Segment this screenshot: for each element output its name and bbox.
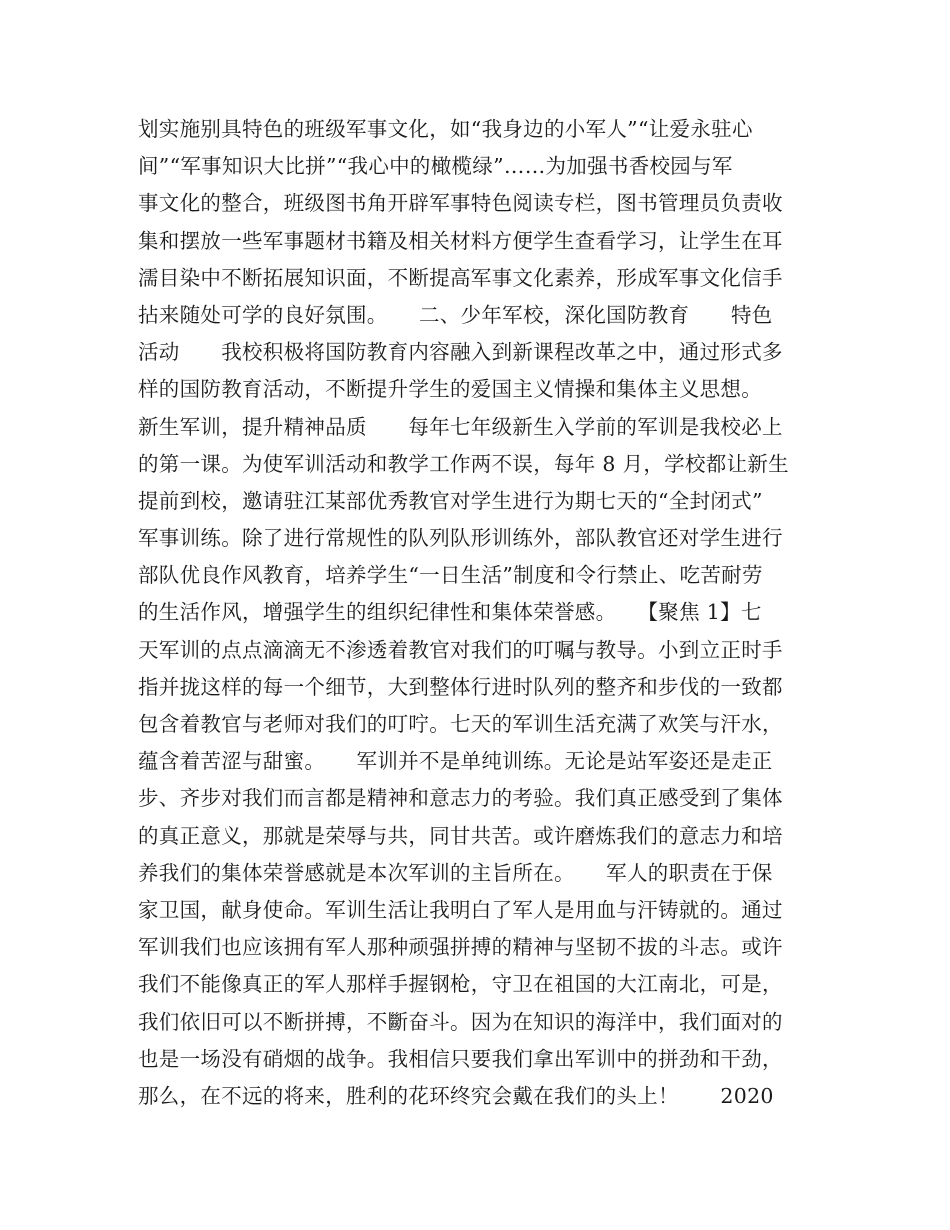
text-line: 活动 我校积极将国防教育内容融入到新课程改革之中，通过形式多 — [138, 340, 783, 365]
text-line: 部队优良作风教育，培养学生“一日生活”制度和令行禁止、吃苦耐劳 — [138, 563, 763, 588]
text-line: 事文化的整合，班级图书角开辟军事特色阅读专栏，图书管理员负责收 — [138, 191, 783, 216]
text-line: 军事训练。除了进行常规性的队列队形训练外，部队教官还对学生进行 — [138, 526, 783, 551]
text-line: 军训我们也应该拥有军人那种顽强拼搏的精神与坚韧不拔的斗志。或许 — [138, 935, 783, 960]
text-line: 间”“军事知识大比拼”“我心中的橄榄绿”……为加强书香校园与军 — [138, 154, 733, 179]
body-text — [138, 111, 818, 1115]
text-line: 我们依旧可以不断拼搏，不斷奋斗。因为在知识的海洋中，我们面对的 — [138, 1009, 783, 1034]
text-line: 拈来随处可学的良好氛围。 二、少年军校，深化国防教育 特色 — [138, 302, 773, 327]
text-line: 那么，在不远的将来，胜利的花环终究会戴在我们的头上！ 2020 — [138, 1083, 774, 1108]
text-line: 的生活作风，增强学生的组织纪律性和集体荣誉感。 【聚焦 1】七 — [138, 600, 762, 625]
text-line: 包含着教官与老师对我们的叮咛。七天的军训生活充满了欢笑与汗水， — [138, 712, 783, 736]
text-line: 指并拢这样的每一个细节，大到整体行进时队列的整齐和步伐的一致都 — [138, 674, 783, 699]
text-line: 蕴含着苦涩与甜蜜。 军训并不是单纯训练。无论是站军姿还是走正 — [138, 749, 773, 774]
text-line: 提前到校，邀请驻江某部优秀教官对学生进行为期七天的“全封闭式” — [138, 488, 763, 513]
text-line: 集和摆放一些军事题材书籍及相关材料方便学生查看学习，让学生在耳 — [138, 228, 783, 253]
text-line: 步、齐步对我们而言都是精神和意志力的考验。我们真正感受到了集体 — [138, 786, 783, 811]
text-line: 的真正意义，那就是荣辱与共，同甘共苦。或许磨炼我们的意志力和培 — [138, 823, 783, 848]
text-line: 也是一场没有硝烟的战争。我相信只要我们拿出军训中的拼劲和干劲， — [138, 1046, 783, 1071]
text-line: 家卫国，献身使命。军训生活让我明白了军人是用血与汗铸就的。通过 — [138, 897, 783, 922]
text-line: 新生军训，提升精神品质 每年七年级新生入学前的军训是我校必上 — [138, 414, 783, 439]
text-line: 濡目染中不断拓展知识面，不断提高军事文化素养，形成军事文化信手 — [138, 265, 783, 290]
text-line: 养我们的集体荣誉感就是本次军训的主旨所在。 军人的职责在于保 — [138, 860, 773, 885]
text-line: 划实施别具特色的班级军事文化，如“我身边的小军人”“让爱永驻心 — [138, 117, 753, 141]
text-line: 样的国防教育活动，不断提升学生的爱国主义情操和集体主义思想。 — [138, 377, 762, 402]
text-line: 天军训的点点滴滴无不渗透着教官对我们的叮嘱与教导。小到立正时手 — [138, 637, 783, 662]
text-line: 我们不能像真正的军人那样手握钢枪，守卫在祖国的大江南北，可是， — [138, 972, 783, 997]
text-line: 的第一课。为使军训活动和教学工作两不误，每年 8 月，学校都让新生 — [138, 451, 789, 476]
